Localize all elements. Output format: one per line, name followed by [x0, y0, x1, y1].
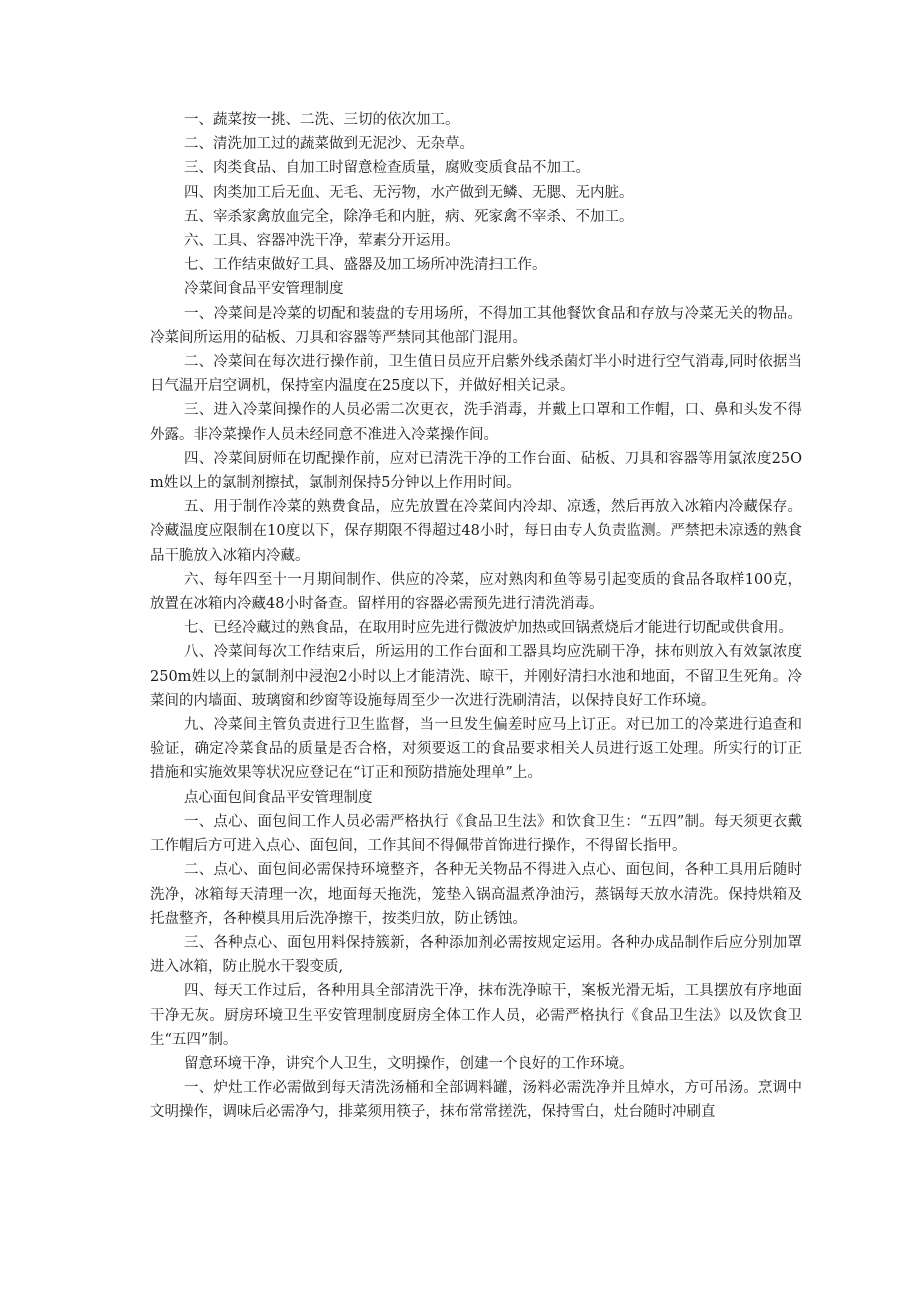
paragraph-pastry-4: 四、每天工作过后，各种用具全部清洗干净，抹布洗净晾干，案板光滑无垢，工具摆放有序地面干净无灰。厨房环境卫生平安管理制度厨房全体工作人员，必需严格执行《食品卫生法》以及饮食卫生“五四”制。 [150, 983, 802, 1048]
paragraph-cold-5: 五、用于制作冷菜的熟费食品，应先放置在冷菜间内冷却、凉透，然后再放入冰箱内冷藏保存。冷藏温度应限制在10度以下，保存期限不得超过48小时，每日由专人负责监测。严禁把未凉透的熟食品干脆放入冰箱内冷藏。 [150, 499, 802, 564]
paragraph-veg-6: 六、工具、容器冲洗干净，荤素分开运用。 [184, 233, 460, 250]
document-body [150, 108, 802, 1125]
paragraph-env-intro: 留意环境干净，讲究个人卫生，文明操作，创建一个良好的工作环境。 [184, 1055, 634, 1072]
paragraph-pastry-2: 二、点心、面包间必需保持环境整齐，各种无关物品不得进入点心、面包间，各种工具用后随时洗净，冰箱每天清理一次，地面每天拖洗，笼垫入锅高温煮净油污，蒸锅每天放水清洗。保持烘箱及托盘整齐，各种模具用后洗净擦干，按类归放，防止锈蚀。 [150, 862, 802, 927]
section-heading-pastry: 点心面包间食品平安管理制度 [184, 789, 373, 806]
paragraph-veg-4: 四、肉类加工后无血、无毛、无污物，水产做到无鳞、无腮、无内脏。 [184, 184, 634, 201]
paragraph-veg-1: 一、蔬菜按一挑、二洗、三切的依次加工。 [184, 112, 460, 128]
paragraph-pastry-1: 一、点心、面包间工作人员必需严格执行《食品卫生法》和饮食卫生：“五四”制。每天须更衣戴工作帽后方可进入点心、面包间，工作其间不得佩带首饰进行操作，不得留长指甲。 [150, 813, 802, 855]
paragraph-cold-7: 七、已经冷藏过的熟食品，在取用时应先进行微波炉加热或回锅煮烧后才能进行切配或供食用。 [184, 620, 793, 637]
paragraph-pastry-3: 三、各种点心、面包用料保持簇新，各种添加剂必需按规定运用。各种办成品制作后应分别加罩进入冰箱，防止脱水干裂变质, [150, 934, 802, 976]
paragraph-cold-8: 八、冷菜间每次工作结束后，所运用的工作台面和工器具均应洗刷干净，抹布则放入有效氯浓度250m姓以上的氯制剂中浸泡2小时以上才能清洗、晾干，并刚好清扫水池和地面，不留卫生死角。冷菜间的内墙面、玻璃窗和纱窗等设施每周至少一次进行洗刷清洁，以保持良好工作环境。 [150, 644, 802, 709]
paragraph-veg-3: 三、肉类食品、自加工时留意检查质量，腐败变质食品不加工。 [184, 160, 590, 177]
paragraph-cold-3: 三、进入冷菜间操作的人员必需二次更衣，洗手消毒，并戴上口罩和工作帽，口、鼻和头发不得外露。非冷菜操作人员未经同意不准进入冷菜操作间。 [150, 402, 802, 443]
paragraph-veg-2: 二、清洗加工过的蔬菜做到无泥沙、无杂草。 [184, 136, 474, 153]
paragraph-cold-4: 四、冷菜间厨师在切配操作前，应对已清洗干净的工作台面、砧板、刀具和容器等用氯浓度25Om姓以上的氯制剂擦拭，氯制剂保持5分钟以上作用时间。 [150, 450, 802, 492]
paragraph-env-1: 一、炉灶工作必需做到每天清洗汤桶和全部调料罐，汤料必需洗净并且焯水，方可吊汤。烹调中文明操作，调味后必需净勺，排菜须用筷子，抹布常常搓洗，保持雪白，灶台随时冲刷直 [150, 1080, 802, 1121]
paragraph-cold-2: 二、冷菜间在每次进行操作前，卫生值日员应开启紫外线杀菌灯半小时进行空气消毒,同时依据当日气温开启空调机，保持室内温度在25度以下，并做好相关记录。 [150, 354, 802, 395]
section-heading-cold-dish: 冷菜间食品平安管理制度 [184, 281, 344, 298]
paragraph-cold-1: 一、冷菜间是冷菜的切配和装盘的专用场所，不得加工其他餐饮食品和存放与冷菜无关的物品。冷菜间所运用的砧板、刀具和容器等严禁同其他部门混用。 [150, 305, 802, 346]
paragraph-veg-7: 七、工作结束做好工具、盛器及加工场所冲洗清扫工作。 [184, 257, 547, 274]
paragraph-cold-9: 九、冷菜间主管负责进行卫生监督，当一旦发生偏差时应马上订正。对已加工的冷菜进行追查和验证，确定冷菜食品的质量是否合格，对须要返工的食品要求相关人员进行返工处理。所实行的订正措施和实施效果等状况应登记在“订正和预防措施处理单”上。 [150, 717, 802, 782]
paragraph-cold-6: 六、每年四至十一月期间制作、供应的冷菜，应对熟肉和鱼等易引起变质的食品各取样100克，放置在冰箱内冷藏48小时备查。留样用的容器必需预先进行清洗消毒。 [150, 571, 802, 613]
paragraph-veg-5: 五、宰杀家禽放血完全，除净毛和内脏，病、死家禽不宰杀、不加工。 [184, 208, 634, 225]
